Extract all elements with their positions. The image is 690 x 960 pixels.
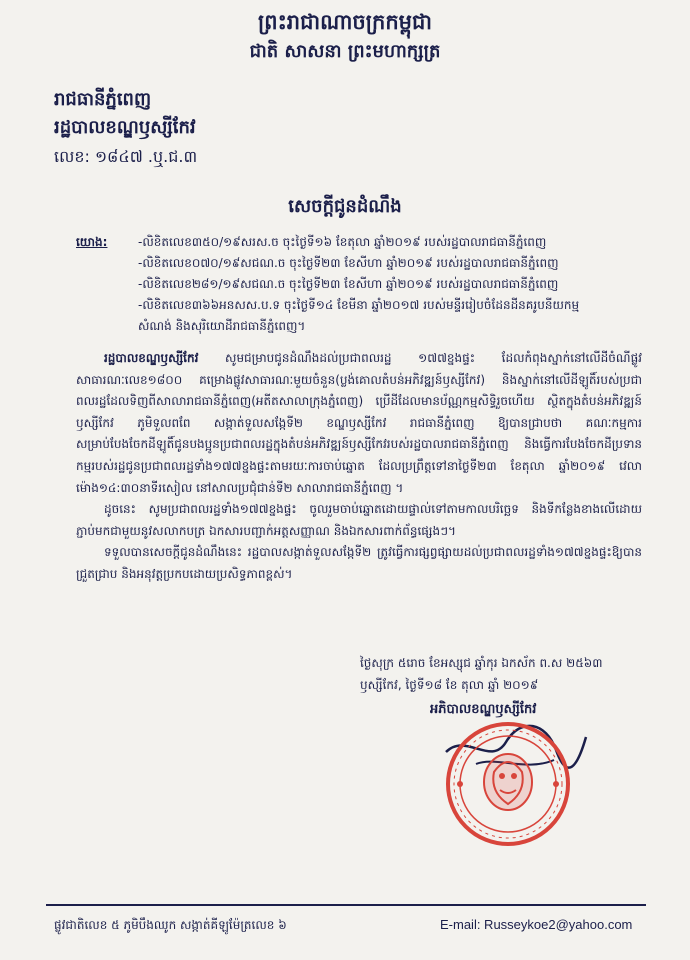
references-block: [76, 232, 616, 337]
body-paragraph: ទទួលបានសេចក្ដីជូនដំណឹងនេះ រដ្ឋបាលសង្កាត់ទួលសង្កែទី២ ត្រូវធ្វើការផ្សព្វផ្សាយដល់ប្រជាពលរដ្ឋទាំង១៧៧ខ្នងផ្ទះឱ្យបានជ្រួតជ្រាប និងអនុវត្តប្រកបដោយប្រសិទ្ធភាពខ្ពស់។: [76, 545, 642, 581]
issuer-district: រដ្ឋបាលខណ្ឌឫស្សីកែវ: [54, 117, 196, 138]
kingdom-heading: ព្រះរាជាណាចក្រកម្ពុជា: [257, 9, 432, 34]
issuer-capital: រាជធានីភ្នំពេញ: [54, 89, 152, 110]
document-title: សេចក្ដីជូនដំណឹង: [288, 196, 402, 217]
reference-number: [54, 146, 197, 168]
lunar-date: ថ្ងៃសុក្រ ៥រោច ខែអស្សុជ ឆ្នាំកុរ ឯកស័ក ព.ស ២៥៦៣: [360, 656, 603, 670]
reference-item: -លិខិតលេខ០៧០/១៩សជណ.ច ចុះថ្ងៃទី២៣ ខែសីហា ឆ្នាំ២០១៩ របស់រដ្ឋបាលរាជធានីភ្នំពេញ: [138, 256, 559, 270]
date-block: [360, 652, 660, 696]
references-label: យោង:: [76, 235, 108, 249]
body-paragraph: [76, 348, 642, 499]
reference-item: -លិខិតលេខ៣៥០/១៩សរស.ច ចុះថ្ងៃទី១៦ ខែតុលា ឆ្នាំ២០១៩ របស់រដ្ឋបាលរាជធានីភ្នំពេញ: [138, 235, 547, 249]
official-seal-icon: [436, 712, 590, 852]
body-lead: រដ្ឋបាលខណ្ឌឫស្សីកែវ: [104, 351, 199, 365]
reference-item: -លិខិតលេខ២៨១/១៩សជណ.ច ចុះថ្ងៃទី២៣ ខែសីហា ឆ្នាំ២០១៩ របស់រដ្ឋបាលរាជធានីភ្នំពេញ: [138, 277, 559, 291]
body-text: សូមជម្រាបជូនដំណឹងដល់ប្រជាពលរដ្ឋ ១៧៧ខ្នងផ្ទះ ដែលកំពុងស្នាក់នៅលើដីចំណីផ្លូវសាធារណៈលេខ១៨០០ គម្រោងផ្លូវសាធារណៈមួយចំនួន(ប្លង់គោលតំបន់អភិវឌ្ឍន៍ឫស្សីកែវ) និងស្នាក់នៅលើដីឡូតិ៍របស់ប្រជាពលរដ្ឋដែលទិញពីសាលារាជធានីភ្នំពេញ(អតីតសាលាក្រុងភ្នំពេញ) ប្រើដីដែលមានប័ណ្ណកម្មសិទ្ធិរួចហើយ ស្ថិតក្នុងតំបន់អភិវឌ្ឍន៍ឫស្សីកែវ ភូមិទួលពពែ សង្កាត់ទួលសង្កែទី២ ខណ្ឌឫស្សីកែវ រាជធានីភ្នំពេញ ឱ្យបានជ្រាបថា គណៈកម្មការសម្រាប់បែងចែកដីឡូតិ៍ជូនបងប្អូនប្រជាពលរដ្ឋក្នុងតំបន់អភិវឌ្ឍន៍ឫស្សីកែវរបស់រដ្ឋបាលរាជធានីភ្នំពេញ និងធ្វើការបែងចែកដីប្រទានកម្មរបស់រដ្ឋជូនប្រជាពលរដ្ឋទាំង១៧៧ខ្នងផ្ទះតាមរយៈការចាប់ឆ្នោត ដែលប្រព្រឹត្តទៅនាថ្ងៃទី២៣ ខែតុលា ឆ្នាំ២០១៩ វេលាម៉ោង១៤:៣០នាទីរសៀល នៅសាលប្រជុំជាន់ទី២ សាលារាជធានីភ្នំពេញ ។: [76, 351, 642, 495]
footer-email: E-mail: Russeykoe2@yahoo.com: [440, 917, 633, 932]
solar-date: ឫស្សីកែវ, ថ្ងៃទី១៨ ខែ តុលា ឆ្នាំ ២០១៩: [360, 678, 539, 692]
signatory-title: អភិបាលខណ្ឌឫស្សីកែវ: [430, 702, 537, 717]
reference-number-text: លេខ: ១៨៤៧ .ឬ.ជ.៣: [54, 147, 198, 166]
footer-address: ផ្លូវជាតិលេខ ៥ ភូមិបឹងឈូក សង្កាត់គីឡូម៉ែត្រលេខ ៦: [54, 918, 287, 932]
body-paragraph: ដូចនេះ សូមប្រជាពលរដ្ឋទាំង១៧៧ខ្នងផ្ទះ ចូលរួមចាប់ឆ្នោតដោយផ្ទាល់ទៅតាមកាលបរិច្ឆេទ និងទីកន្លែងខាងលើដោយភ្ជាប់មកជាមួយនូវសលាកបត្រ ឯកសារបញ្ជាក់អត្តសញ្ញាណ និងឯកសារពាក់ព័ន្ធផ្សេងៗ។: [76, 502, 642, 538]
references-list: [76, 232, 616, 337]
reference-item: -លិខិតលេខ៣៦៦អនសស.ប.ទ ចុះថ្ងៃទី១៤ ខែមីនា ឆ្នាំ២០១៧ របស់មន្ទីររៀបចំដែនដីនគរូបនីយកម្ម សំណង់ និងសុរិយោដីរាជធានីភ្នំពេញ។: [138, 298, 580, 333]
national-motto: ជាតិ សាសនា ព្រះមហាក្សត្រ: [249, 41, 441, 62]
footer-divider: [46, 904, 646, 906]
notice-body: [76, 348, 642, 586]
